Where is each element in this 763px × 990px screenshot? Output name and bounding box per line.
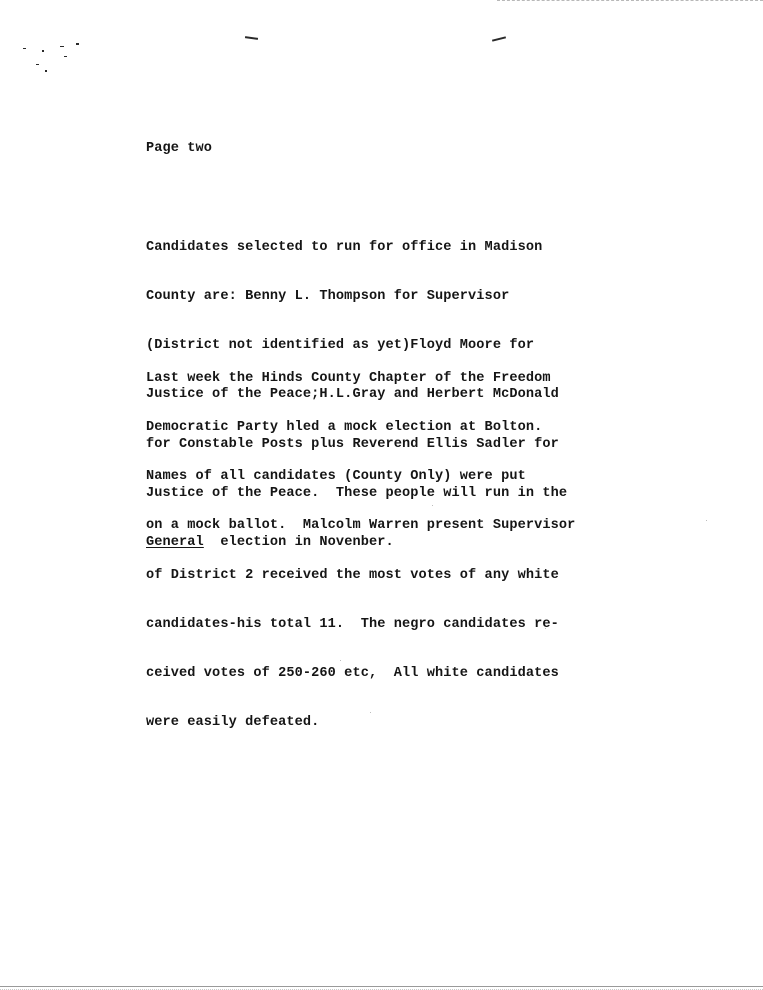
text-line: on a mock ballot. Malcolm Warren present Supervisor (146, 518, 576, 534)
scan-mark (245, 36, 258, 40)
text-line: Democratic Party hled a mock election at Bolton. (146, 420, 543, 436)
text-line: ceived votes of 250-260 etc, All white candidates (146, 666, 559, 682)
text-line: for Constable Posts plus Reverend Ellis Sadler for (146, 436, 559, 452)
text-line: Justice of the Peace;H.L.Gray and Herbert McDonald (146, 387, 559, 403)
scan-mark (36, 64, 39, 65)
scan-mark (76, 43, 79, 45)
text-line: were easily defeated. (146, 715, 320, 731)
text-line: Candidates selected to run for office in Madison (146, 239, 543, 255)
text-fragment: election in Novenber. (203, 535, 394, 551)
text-line: Names of all candidates (County Only) were put (146, 469, 526, 485)
scan-edge-top (497, 0, 763, 2)
scan-mark (45, 70, 47, 72)
scan-mark (23, 48, 26, 49)
scan-mark (42, 50, 44, 52)
underlined-word: General (146, 535, 204, 551)
scan-mark (492, 36, 506, 41)
paragraph-mock-election (146, 338, 575, 765)
text-line: (District not identified as yet)Floyd Moore for (146, 338, 535, 354)
text-line: Justice of the Peace. These people will run in the (146, 485, 568, 501)
scan-mark (64, 56, 67, 57)
scan-mark (60, 46, 64, 47)
scan-speck (706, 520, 707, 521)
text-line: of District 2 received the most votes of any white (146, 567, 559, 583)
text-line: Last week the Hinds County Chapter of the Freedom (146, 370, 551, 386)
text-line: County are: Benny L. Thompson for Supervisor (146, 289, 510, 305)
text-line: candidates-his total 11. The negro candidates re- (146, 616, 559, 632)
scan-edge-bottom (0, 986, 763, 990)
page-label: Page two (146, 141, 213, 156)
